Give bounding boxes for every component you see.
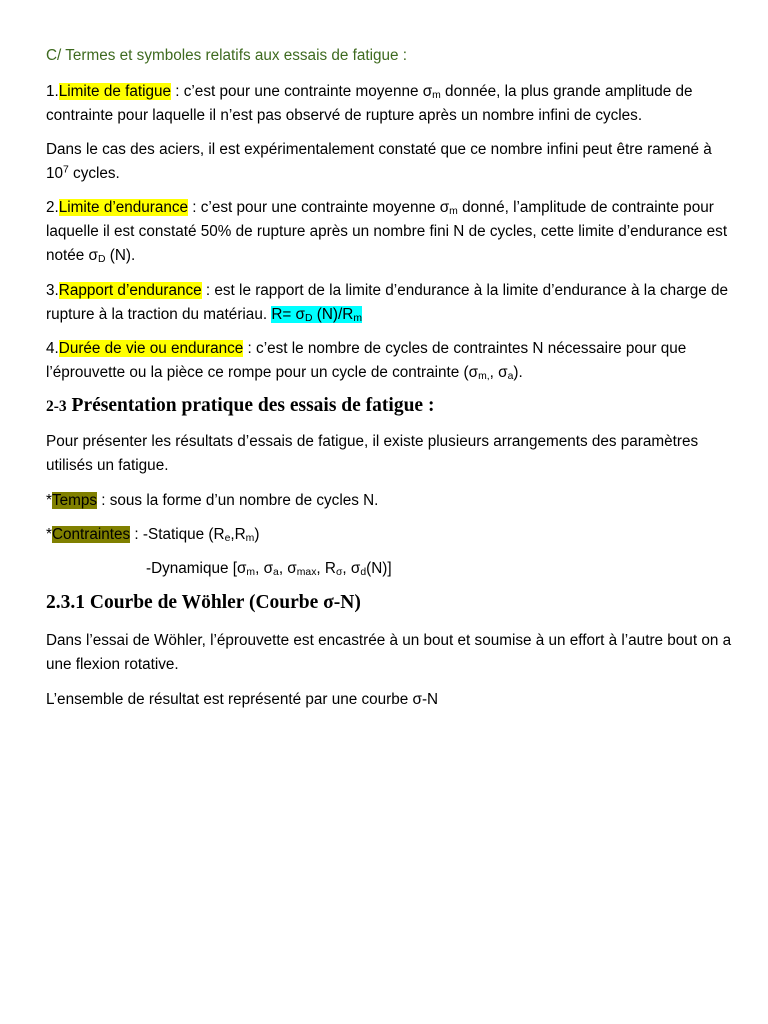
definition-3-formula-a: R= σ: [271, 306, 305, 323]
contraintes-line: [46, 523, 736, 547]
definition-1-sub-a: m: [432, 90, 441, 102]
steel-note-text-b: cycles.: [68, 165, 120, 182]
definition-2-text-c: (N).: [105, 247, 136, 264]
section-2-3-intro-text: Pour présenter les résultats d’essais de fatigue, il existe plusieurs arrangements des paramètres utilisés un fatigue.: [46, 433, 699, 474]
wohler-paragraph-1-text: Dans l’essai de Wöhler, l’éprouvette est encastrée à un bout et soumise à un effort à l’autre bout on a une flexion rotative.: [46, 632, 732, 673]
wohler-paragraph-2-text: L’ensemble de résultat est représenté par une courbe σ-N: [46, 691, 439, 708]
definition-1-number: 1.: [46, 83, 59, 100]
dynamique-text-e: , σ: [342, 560, 361, 577]
wohler-paragraph-1: [46, 629, 736, 677]
definition-2-number: 2.: [46, 199, 59, 216]
section-2-3-title: Présentation pratique des essais de fatigue :: [66, 395, 435, 416]
definition-3-text-a: : est le rapport de la limite d’endurance à la limite d’endurance à la charge de rupture à la traction du matériau.: [46, 282, 728, 323]
contraintes-sub-a: e: [224, 533, 231, 545]
definition-1: [46, 80, 736, 128]
definition-3-formula-sub2: m: [353, 313, 362, 325]
dynamique-sub-a: m: [246, 567, 256, 579]
definition-4-text-c: ).: [513, 364, 523, 381]
definition-4-term: Durée de vie ou endurance: [58, 340, 244, 357]
definition-1-term: Limite de fatigue: [58, 83, 172, 100]
definition-3-term: Rapport d’endurance: [58, 282, 202, 299]
definition-3-number: 3.: [46, 282, 59, 299]
definition-2-text-a: : c’est pour une contrainte moyenne σ: [188, 199, 450, 216]
dynamique-text-b: , σ: [255, 560, 274, 577]
contraintes-text-c: ): [254, 526, 260, 543]
definition-4-number: 4.: [46, 340, 59, 357]
definition-4-text-b: , σ: [489, 364, 508, 381]
definition-3-formula-sub1: D: [305, 313, 313, 325]
definition-3-formula: [271, 306, 362, 323]
dynamique-sub-d: σ: [335, 567, 343, 579]
definition-4: [46, 337, 736, 385]
definition-4-sub-a: m,: [478, 371, 490, 383]
section-2-3-heading: [46, 395, 434, 417]
definition-1-text-b: donnée, la plus grande amplitude de contrainte pour laquelle il n’est pas observé de rupture après un nombre infini de cycles.: [46, 83, 693, 124]
definition-2-term: Limite d’endurance: [58, 199, 189, 216]
temps-term: Temps: [51, 492, 98, 509]
definition-2-sub-b: D: [97, 254, 106, 266]
definition-2-text-b: donné, l’amplitude de contrainte pour laquelle il est constaté 50% de rupture après un nombre fini N de cycles, cette limite d’endurance est notée σ: [46, 199, 728, 264]
dynamique-text-c: , σ: [278, 560, 297, 577]
section-2-3-1-heading: [46, 592, 361, 614]
section-c-title: [46, 44, 736, 68]
steel-note-exponent: 7: [63, 164, 69, 176]
steel-note: [46, 138, 736, 186]
definition-3: [46, 279, 736, 327]
definition-3-formula-b: (N)/R: [312, 306, 354, 323]
contraintes-text-b: ,R: [230, 526, 246, 543]
section-2-3-intro: [46, 430, 736, 478]
definition-2-sub-a: m: [449, 206, 458, 218]
definition-2: [46, 196, 736, 268]
dynamique-line: [146, 557, 726, 581]
dynamique-sub-e: d: [360, 567, 367, 579]
contraintes-star: *: [46, 526, 52, 543]
section-2-3-1-title: 2.3.1 Courbe de Wöhler (Courbe σ-N): [46, 592, 361, 613]
temps-star: *: [46, 492, 52, 509]
definition-4-sub-b: a: [507, 371, 514, 383]
section-c-title-text: C/ Termes et symboles relatifs aux essais de fatigue :: [46, 47, 408, 64]
definition-4-text-a: : c’est le nombre de cycles de contraintes N nécessaire pour que l’éprouvette ou la pièce ce rompe pour un cycle de contrainte (σ: [46, 340, 687, 381]
contraintes-term: Contraintes: [51, 526, 131, 543]
temps-line: [46, 489, 736, 513]
dynamique-sub-b: a: [273, 567, 279, 579]
wohler-paragraph-2: [46, 688, 736, 712]
contraintes-text-a: : -Statique (R: [130, 526, 225, 543]
definition-1-text-a: : c’est pour une contrainte moyenne σ: [171, 83, 433, 100]
contraintes-sub-b: m: [245, 533, 255, 545]
temps-text: : sous la forme d’un nombre de cycles N.: [97, 492, 379, 509]
dynamique-sub-c: max: [296, 567, 317, 579]
dynamique-text-f: (N)]: [366, 560, 392, 577]
dynamique-text-a: -Dynamique [σ: [146, 560, 247, 577]
dynamique-text-d: , R: [316, 560, 336, 577]
section-2-3-number: 2-3: [46, 398, 67, 415]
steel-note-text-a: Dans le cas des aciers, il est expérimentalement constaté que ce nombre infini peut être ramené à 10: [46, 141, 712, 182]
